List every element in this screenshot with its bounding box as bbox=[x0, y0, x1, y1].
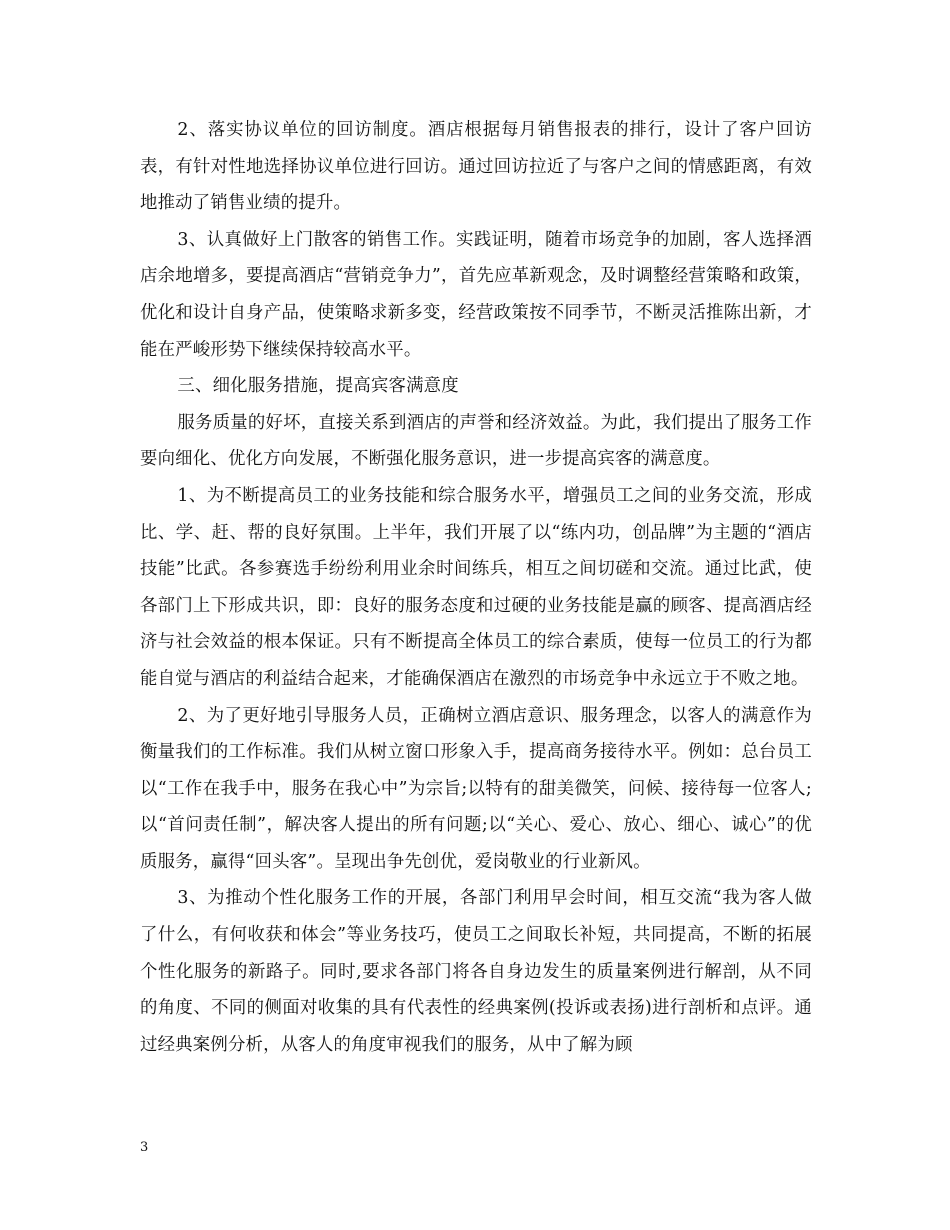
paragraph-followup-system: 2、落实协议单位的回访制度。酒店根据每月销售报表的排行，设计了客户回访表，有针对性地选择协议单位进行回访。通过回访拉近了与客户之间的情感距离，有效地推动了销售业绩的提升。 bbox=[140, 120, 812, 214]
paragraph-service-quality: 服务质量的好坏，直接关系到酒店的声誉和经济效益。为此，我们提出了服务工作要向细化、优化方向发展，不断强化服务意识，进一步提高宾客的满意度。 bbox=[140, 412, 812, 470]
document-body bbox=[140, 112, 812, 1063]
page-number: 3 bbox=[140, 1140, 149, 1155]
paragraph-walk-in-sales: 3、认真做好上门散客的销售工作。实践证明，随着市场竞争的加剧，客人选择酒店余地增多，要提高酒店“营销竞争力”，首先应革新观念，及时调整经营策略和政策，优化和设计自身产品，使策略求新多变，经营政策按不同季节，不断灵活推陈出新，才能在严峻形势下继续保持较高水平。 bbox=[140, 229, 812, 360]
paragraph-service-guidance: 2、为了更好地引导服务人员，正确树立酒店意识、服务理念，以客人的满意作为衡量我们的工作标准。我们从树立窗口形象入手，提高商务接待水平。例如：总台员工以“工作在我手中，服务在我心中”为宗旨;以特有的甜美微笑，问候、接待每一位客人;以“首问责任制”，解决客人提出的所有问题;以“关心、爱心、放心、细心、诚心”的优质服务，赢得“回头客”。呈现出争先创优，爱岗敬业的行业新风。 bbox=[140, 705, 812, 872]
section-heading-service-measures: 三、细化服务措施，提高宾客满意度 bbox=[177, 376, 459, 397]
paragraph-skills-competition: 1、为不断提高员工的业务技能和综合服务水平，增强员工之间的业务交流，形成比、学、赶、帮的良好氛围。上半年，我们开展了以“练内功，创品牌”为主题的“酒店技能”比武。各参赛选手纷纷利用业余时间练兵，相互之间切磋和交流。通过比武，使各部门上下形成共识，即：良好的服务态度和过硬的业务技能是赢的顾客、提高酒店经济与社会效益的根本保证。只有不断提高全体员工的综合素质，使每一位员工的行为都能自觉与酒店的利益结合起来，才能确保酒店在激烈的市场竞争中永远立于不败之地。 bbox=[140, 485, 812, 689]
paragraph-personalized-service: 3、为推动个性化服务工作的开展，各部门利用早会时间，相互交流“我为客人做了什么，有何收获和体会”等业务技巧，使员工之间取长补短，共同提高，不断的拓展个性化服务的新路子。同时,要求各部门将各自身边发生的质量案例进行解剖，从不同的角度、不同的侧面对收集的具有代表性的经典案例(投诉或表扬)进行剖析和点评。通过经典案例分析，从客人的角度审视我们的服务，从中了解为顾 bbox=[140, 888, 812, 1055]
